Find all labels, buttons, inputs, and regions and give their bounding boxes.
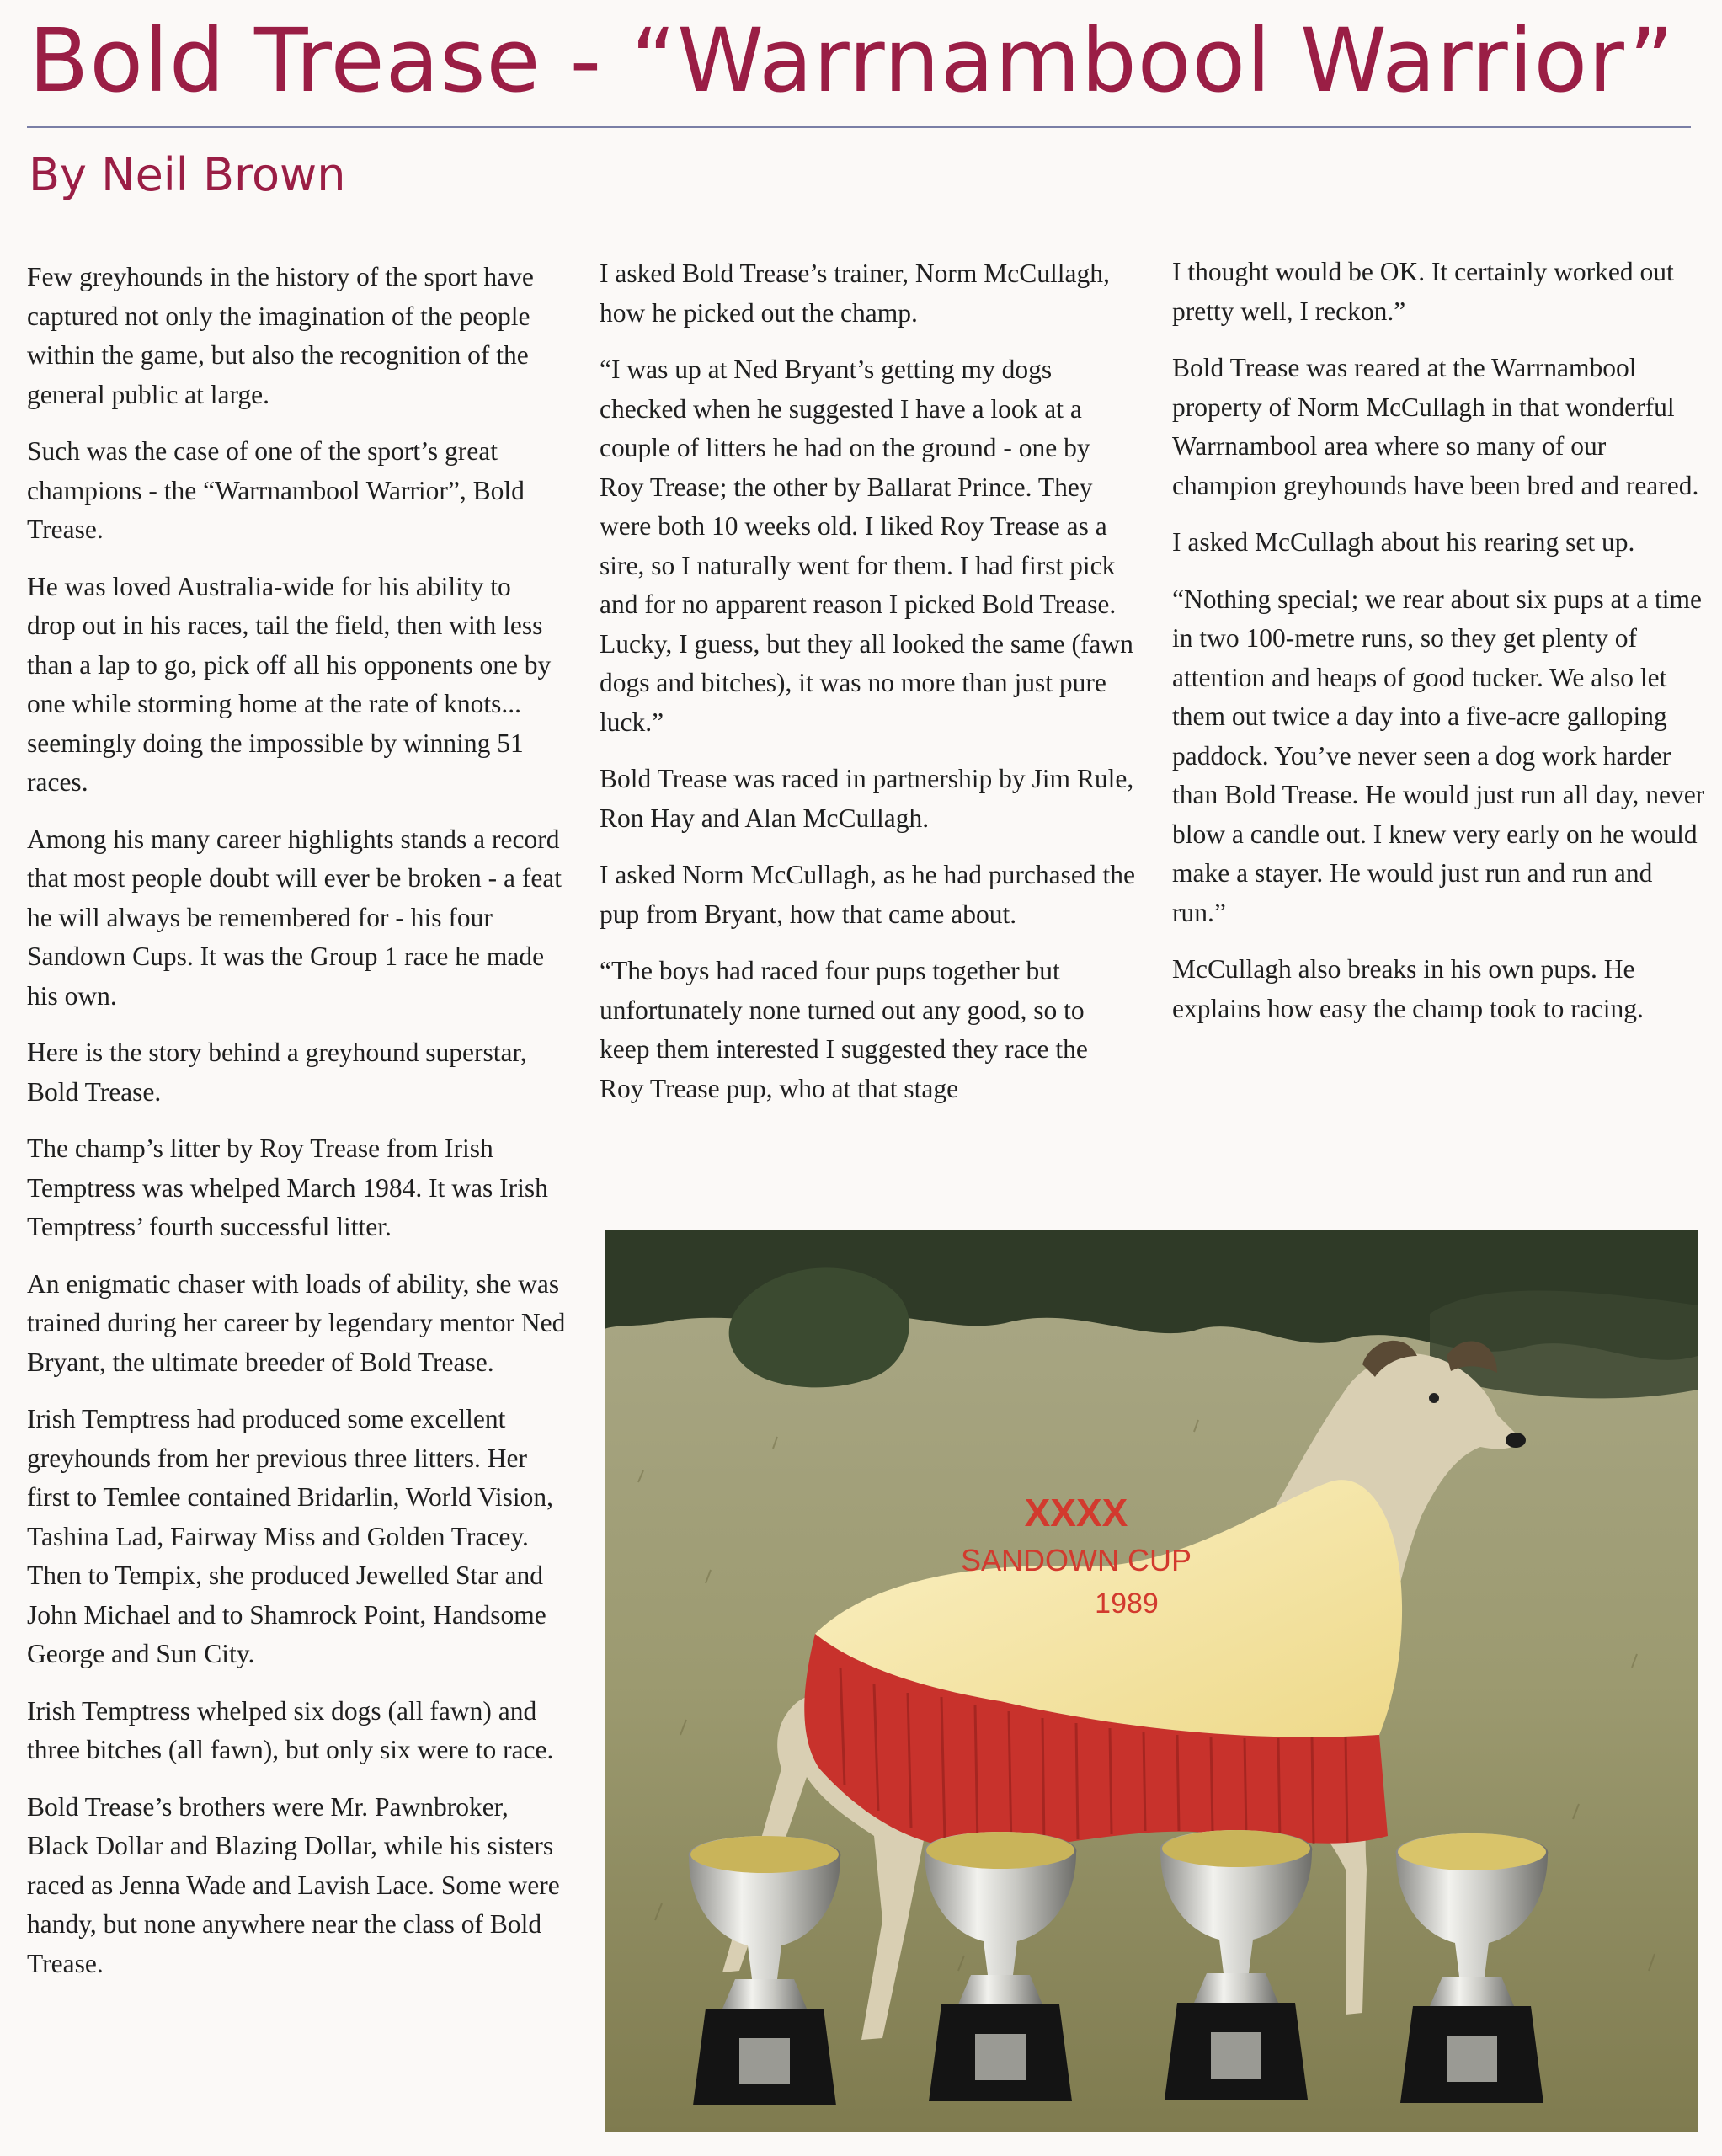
paragraph: I asked Norm McCullagh, as he had purchased the pup from Bryant, how that came about. (600, 860, 1135, 929)
article-title: Bold Trease - “Warrnambool Warrior” (29, 9, 1676, 112)
paragraph: McCullagh also breaks in his own pups. He explains how easy the champ took to racing. (1172, 954, 1644, 1023)
rug-event: SANDOWN CUP (960, 1543, 1192, 1577)
paragraph: I asked Bold Trease’s trainer, Norm McCullagh, how he picked out the champ. (600, 259, 1110, 328)
paragraph: He was loved Australia-wide for his ability to drop out in his races, tail the field, then with less than a lap to go, pick off all his opponents one by one while storming home at the rate of knots... seemingly doing the impossible by winning 51 races. (27, 571, 552, 797)
paragraph: The champ’s litter by Roy Trease from Irish Temptress was whelped March 1984. It was Irish Temptress’ fourth successful litter. (27, 1134, 548, 1241)
greyhound-eye (1429, 1393, 1439, 1403)
paragraph: An enigmatic chaser with loads of ability, she was trained during her career by legendary mentor Ned Bryant, the ultimate breeder of Bold Trease. (27, 1268, 566, 1377)
article-column-1 (27, 258, 566, 2001)
paragraph: Such was the case of one of the sport’s great champions - the “Warrnambool Warrior”, Bold Trease. (27, 436, 525, 544)
article-column-3 (1172, 253, 1711, 1046)
greyhound-nose (1506, 1433, 1526, 1448)
article-byline: By Neil Brown (29, 148, 346, 201)
article-column-2 (600, 254, 1138, 1126)
title-divider (27, 126, 1691, 128)
paragraph: Bold Trease was raced in partnership by Jim Rule, Ron Hay and Alan McCullagh. (600, 764, 1134, 833)
paragraph: Irish Temptress whelped six dogs (all fawn) and three bitches (all fawn), but only six were to race. (27, 1695, 554, 1764)
paragraph: Here is the story behind a greyhound superstar, Bold Trease. (27, 1038, 527, 1107)
paragraph: Irish Temptress had produced some excellent greyhounds from her previous three litters. Her first to Temlee contained Bridarlin, World Vision, Tashina Lad, Fairway Miss and Golden Tracey. Then to Tempix, she produced Jewelled Star and John Michael and to Shamrock Point, Handsome George and Sun City. (27, 1404, 554, 1668)
paragraph: “Nothing special; we rear about six pups at a time in two 100-metre runs, so they get plenty of attention and heaps of good tucker. We also let them out twice a day into a five-acre galloping paddock. You’ve never seen a dog work harder than Bold Trease. He would just run all day, never blow a candle out. I knew very early on he would make a stayer. He would just run and run and run.” (1172, 584, 1705, 927)
greyhound-trophy-photo (605, 1230, 1698, 2132)
rug-year: 1989 (1095, 1588, 1159, 1620)
paragraph: “I was up at Ned Bryant’s getting my dogs checked when he suggested I have a look at a couple of litters he had on the ground - one by Roy Trease; the other by Ballarat Prince. They were both 10 weeks old. I liked Roy Trease as a sire, so I naturally went for them. I had first pick and for no apparent reason I picked Bold Trease. Lucky, I guess, but they all looked the same (fawn dogs and bitches), it was no more than just pure luck.” (600, 355, 1133, 737)
paragraph: “The boys had raced four pups together but unfortunately none turned out any good, so to keep them interested I suggested they race the Roy Trease pup, who at that stage (600, 956, 1088, 1103)
paragraph: Bold Trease’s brothers were Mr. Pawnbroker, Black Dollar and Blazing Dollar, while his sisters raced as Jenna Wade and Lavish Lace. Some were handy, but none anywhere near the class of Bold Trease. (27, 1791, 560, 1978)
rug-brand: XXXX (1024, 1491, 1128, 1534)
paragraph: I asked McCullagh about his rearing set up. (1172, 527, 1635, 557)
paragraph: Among his many career highlights stands a record that most people doubt will ever be broken - a feat he will always be remembered for - his four Sandown Cups. It was the Group 1 race he made his own. (27, 824, 562, 1011)
paragraph: Few greyhounds in the history of the sport have captured not only the imagination of the people within the game, but also the recognition of the general public at large. (27, 262, 534, 409)
paragraph: I thought would be OK. It certainly worked out pretty well, I reckon.” (1172, 257, 1674, 326)
paragraph: Bold Trease was reared at the Warrnambool property of Norm McCullagh in that wonderful Warrnambool area where so many of our champion greyhounds have been bred and reared. (1172, 353, 1699, 500)
